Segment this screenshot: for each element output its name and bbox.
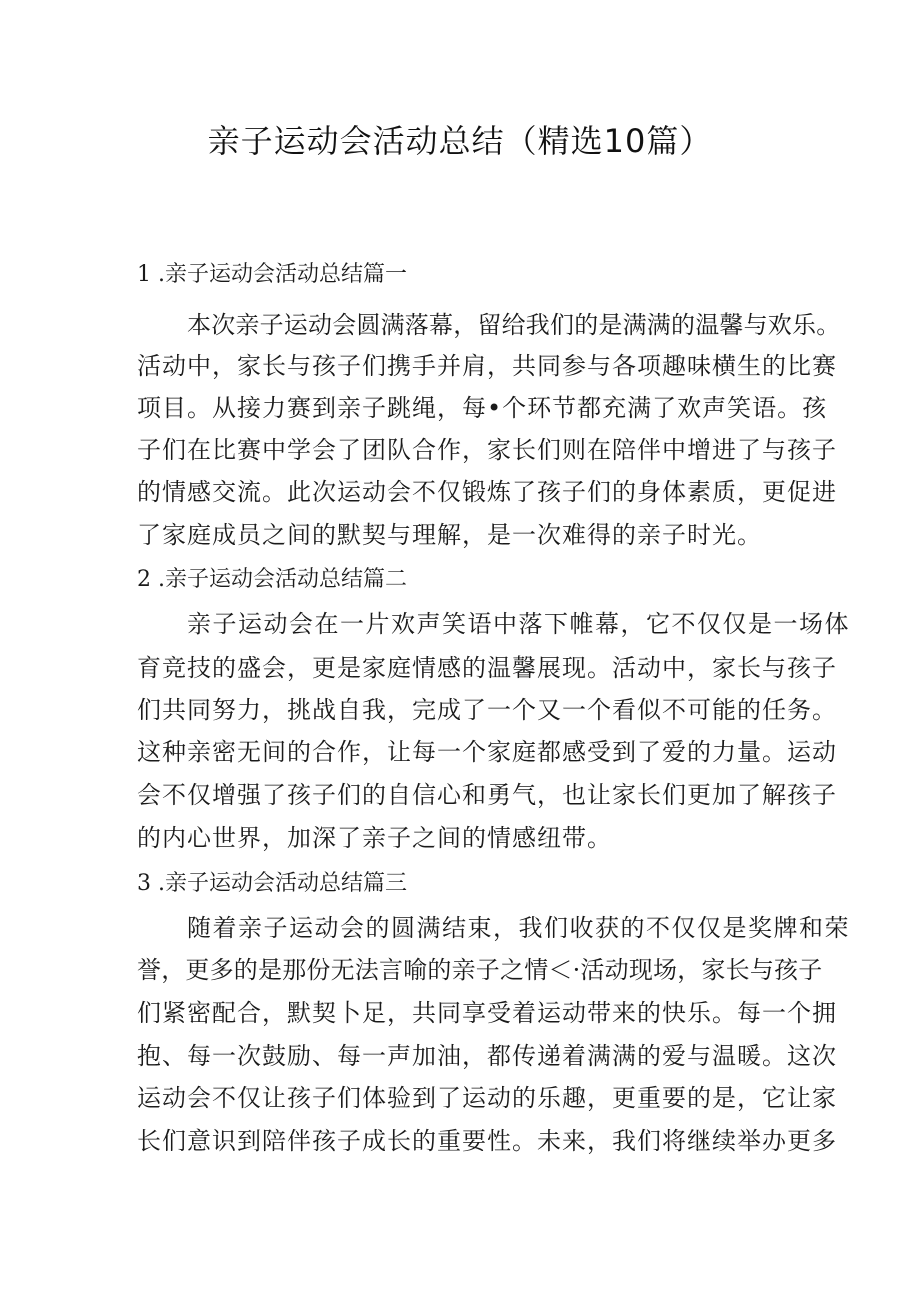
- section-2-line-4: 这种亲密无间的合作，让每一个家庭都感受到了爱的力量。运动: [137, 738, 837, 766]
- section-1-line-3: 项目。从接力赛到亲子跳绳，每•个环节都充满了欢声笑语。孩: [137, 394, 828, 422]
- section-3-line-4: 抱、每一次鼓励、每一声加油，都传递着满满的爱与温暖。这次: [137, 1042, 837, 1070]
- section-3-line-2: 誉，更多的是那份无法言喻的亲子之情＜·活动现场，家长与孩子: [137, 956, 823, 984]
- document-title: 亲子运动会活动总结（精选10篇）: [207, 122, 713, 160]
- section-3-line-3: 们紧密配合，默契卜足，共同享受着运动带来的快乐。每一个拥: [137, 999, 837, 1027]
- section-1-line-6: 了家庭成员之间的默契与理解，是一次难得的亲子时光。: [137, 521, 762, 549]
- section-2-line-5: 会不仅增强了孩子们的自信心和勇气，也让家长们更加了解孩子: [137, 781, 837, 809]
- section-3-line-6: 长们意识到陪伴孩子成长的重要性。未来，我们将继续举办更多: [137, 1127, 837, 1155]
- section-2-line-6: 的内心世界，加深了亲子之间的情感纽带。: [137, 824, 612, 852]
- section-1-line-4: 子们在比赛中学会了团队合作，家长们则在陪伴中增进了与孩子: [137, 436, 837, 464]
- section-3-line-1: 随着亲子运动会的圆满结束，我们收获的不仅仅是奖牌和荣: [187, 914, 850, 942]
- section-2-line-3: 们共同努力，挑战自我，完成了一个又一个看似不可能的任务。: [137, 696, 837, 724]
- section-3-line-5: 运动会不仅让孩子们体验到了运动的乐趣，更重要的是，它让家: [137, 1084, 837, 1112]
- section-2-line-2: 育竞技的盛会，更是家庭情感的温馨展现。活动中，家长与孩子: [137, 654, 837, 682]
- section-1-line-5: 的情感交流。此次运动会不仅锻炼了孩子们的身体素质，更促进: [137, 478, 837, 506]
- section-heading-3: 3 .亲子运动会活动总结篇三: [137, 871, 407, 896]
- section-heading-1: 1 .亲子运动会活动总结篇一: [137, 262, 407, 287]
- section-heading-2: 2 .亲子运动会活动总结篇二: [137, 567, 407, 592]
- section-2-line-1: 亲子运动会在一片欢声笑语中落下帷幕，它不仅仅是一场体: [187, 610, 850, 638]
- section-1-line-1: 本次亲子运动会圆满落幕，留给我们的是满满的温馨与欢乐。: [187, 311, 841, 339]
- section-1-line-2: 活动中，家长与孩子们携手并肩，共同参与各项趣味横生的比赛: [137, 352, 837, 380]
